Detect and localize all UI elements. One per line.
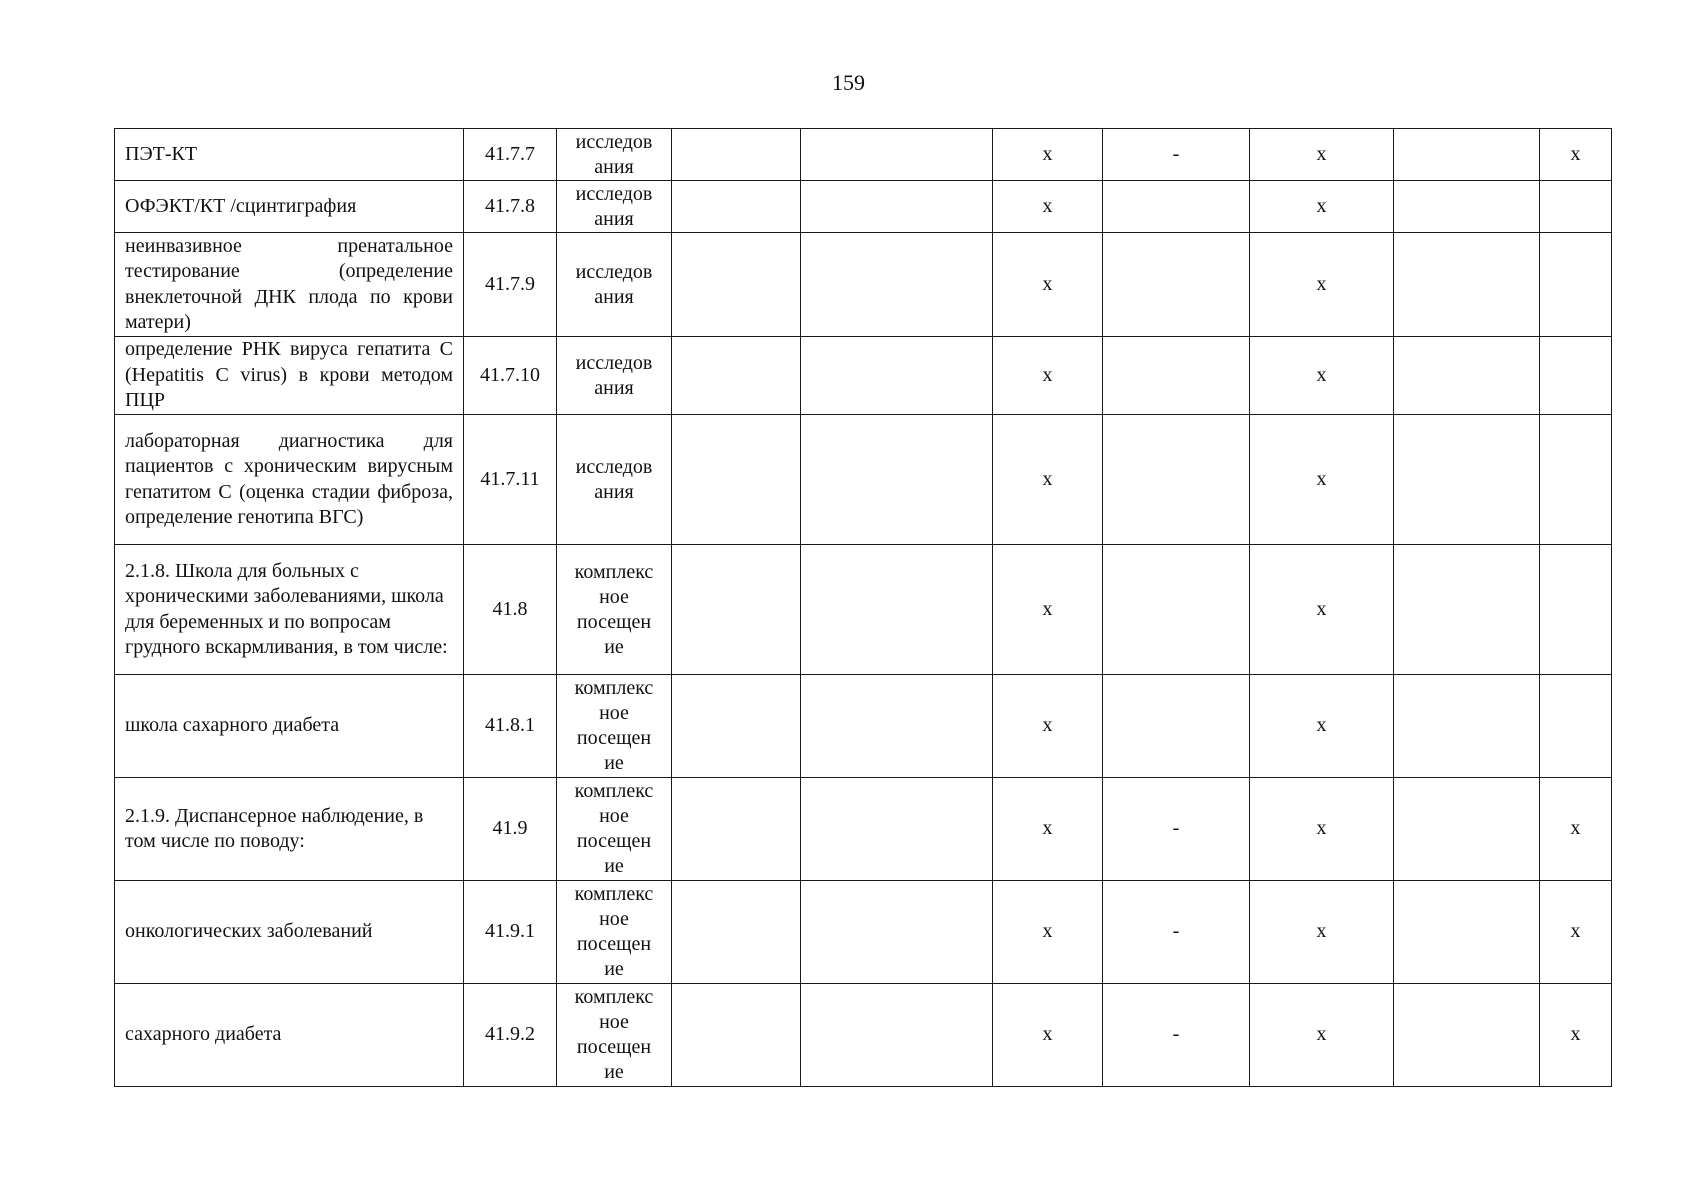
cell-col6: х <box>993 778 1103 881</box>
cell-col5 <box>801 129 993 181</box>
cell-col10: х <box>1540 129 1612 181</box>
cell-col4 <box>672 129 801 181</box>
cell-col10 <box>1540 545 1612 675</box>
cell-col8: х <box>1250 337 1394 415</box>
cell-col7: - <box>1103 881 1250 984</box>
row-unit: исследов ания <box>557 233 672 337</box>
cell-col10: х <box>1540 984 1612 1087</box>
table-row <box>115 881 1612 984</box>
cell-col5 <box>801 778 993 881</box>
table-row <box>115 337 1612 415</box>
cell-col10 <box>1540 181 1612 233</box>
row-code: 41.7.9 <box>464 233 557 337</box>
row-description: онкологических заболеваний <box>115 881 464 984</box>
table-row <box>115 129 1612 181</box>
row-code: 41.7.8 <box>464 181 557 233</box>
cell-col9 <box>1394 129 1540 181</box>
cell-col6: х <box>993 415 1103 545</box>
cell-col6: х <box>993 181 1103 233</box>
cell-col9 <box>1394 181 1540 233</box>
row-unit: исследов ания <box>557 129 672 181</box>
cell-col5 <box>801 545 993 675</box>
cell-col10: х <box>1540 778 1612 881</box>
cell-col4 <box>672 233 801 337</box>
cell-col7 <box>1103 545 1250 675</box>
cell-col7: - <box>1103 984 1250 1087</box>
cell-col5 <box>801 233 993 337</box>
cell-col4 <box>672 415 801 545</box>
cell-col4 <box>672 675 801 778</box>
cell-col5 <box>801 415 993 545</box>
page-number: 159 <box>832 70 865 95</box>
row-unit: комплекс ное посещен ие <box>557 545 672 675</box>
row-description: 2.1.8. Школа для больных с хроническими заболеваниями, школа для беременных и по вопросам грудного вскармливания, в том числе: <box>115 545 464 675</box>
row-code: 41.8.1 <box>464 675 557 778</box>
row-description: 2.1.9. Диспансерное наблюдение, в том числе по поводу: <box>115 778 464 881</box>
cell-col7 <box>1103 337 1250 415</box>
cell-col5 <box>801 984 993 1087</box>
cell-col6: х <box>993 129 1103 181</box>
table-row <box>115 545 1612 675</box>
cell-col9 <box>1394 984 1540 1087</box>
cell-col5 <box>801 881 993 984</box>
row-description: лабораторная диагностика для пациентов с хроническим вирусным гепатитом С (оценка стадии фиброза, определение генотипа ВГС) <box>115 415 464 545</box>
cell-col9 <box>1394 415 1540 545</box>
cell-col8: х <box>1250 129 1394 181</box>
cell-col10 <box>1540 233 1612 337</box>
row-code: 41.7.10 <box>464 337 557 415</box>
cell-col5 <box>801 675 993 778</box>
cell-col4 <box>672 984 801 1087</box>
cell-col8: х <box>1250 415 1394 545</box>
row-code: 41.9.1 <box>464 881 557 984</box>
cell-col4 <box>672 545 801 675</box>
cell-col6: х <box>993 984 1103 1087</box>
row-unit: комплекс ное посещен ие <box>557 881 672 984</box>
cell-col6: х <box>993 233 1103 337</box>
cell-col10 <box>1540 675 1612 778</box>
cell-col8: х <box>1250 984 1394 1087</box>
cell-col8: х <box>1250 778 1394 881</box>
table-row <box>115 675 1612 778</box>
row-description: школа сахарного диабета <box>115 675 464 778</box>
row-description: ПЭТ-КТ <box>115 129 464 181</box>
table-row <box>115 415 1612 545</box>
table-row <box>115 984 1612 1087</box>
row-code: 41.9 <box>464 778 557 881</box>
cell-col10: х <box>1540 881 1612 984</box>
cell-col7 <box>1103 181 1250 233</box>
cell-col6: х <box>993 675 1103 778</box>
cell-col9 <box>1394 545 1540 675</box>
cell-col7 <box>1103 675 1250 778</box>
cell-col4 <box>672 181 801 233</box>
row-unit: комплекс ное посещен ие <box>557 675 672 778</box>
cell-col7: - <box>1103 778 1250 881</box>
row-code: 41.8 <box>464 545 557 675</box>
cell-col8: х <box>1250 675 1394 778</box>
cell-col7 <box>1103 415 1250 545</box>
data-table <box>114 128 1612 1087</box>
cell-col4 <box>672 337 801 415</box>
row-description: определение РНК вируса гепатита С (Hepatitis C virus) в крови методом ПЦР <box>115 337 464 415</box>
cell-col9 <box>1394 233 1540 337</box>
cell-col9 <box>1394 675 1540 778</box>
cell-col8: х <box>1250 545 1394 675</box>
row-unit: исследов ания <box>557 415 672 545</box>
cell-col9 <box>1394 881 1540 984</box>
cell-col8: х <box>1250 233 1394 337</box>
table-row <box>115 778 1612 881</box>
table-row <box>115 233 1612 337</box>
row-description: сахарного диабета <box>115 984 464 1087</box>
cell-col5 <box>801 181 993 233</box>
table-row <box>115 181 1612 233</box>
cell-col6: х <box>993 545 1103 675</box>
row-unit: комплекс ное посещен ие <box>557 984 672 1087</box>
cell-col7 <box>1103 233 1250 337</box>
cell-col6: х <box>993 881 1103 984</box>
cell-col9 <box>1394 337 1540 415</box>
row-unit: исследов ания <box>557 337 672 415</box>
cell-col10 <box>1540 337 1612 415</box>
cell-col4 <box>672 778 801 881</box>
row-unit: комплекс ное посещен ие <box>557 778 672 881</box>
cell-col10 <box>1540 415 1612 545</box>
row-unit: исследов ания <box>557 181 672 233</box>
cell-col6: х <box>993 337 1103 415</box>
row-code: 41.9.2 <box>464 984 557 1087</box>
cell-col4 <box>672 881 801 984</box>
row-description: неинвазивное пренатальное тестирование (определение внеклеточной ДНК плода по крови матери) <box>115 233 464 337</box>
row-code: 41.7.7 <box>464 129 557 181</box>
cell-col7: - <box>1103 129 1250 181</box>
cell-col8: х <box>1250 881 1394 984</box>
cell-col9 <box>1394 778 1540 881</box>
cell-col8: х <box>1250 181 1394 233</box>
cell-col5 <box>801 337 993 415</box>
row-description: ОФЭКТ/КТ /сцинтиграфия <box>115 181 464 233</box>
row-code: 41.7.11 <box>464 415 557 545</box>
